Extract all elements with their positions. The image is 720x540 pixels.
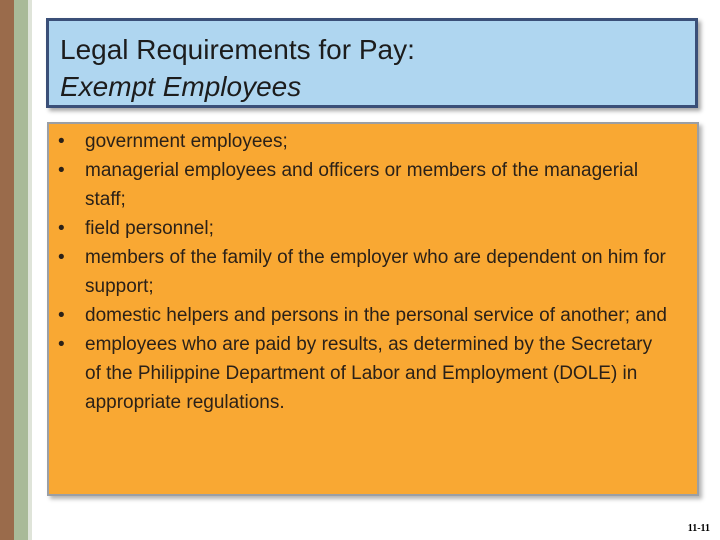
left-decor-stripe-light — [28, 0, 32, 540]
bullet-icon: • — [58, 247, 65, 268]
left-decor-stripe-green — [14, 0, 28, 540]
bullet-text: members of the family of the employer who are dependent on him for support; — [85, 247, 666, 297]
list-item — [49, 156, 697, 214]
bullet-icon: • — [58, 334, 65, 355]
list-item — [49, 127, 697, 156]
slide-subtitle: Exempt Employees — [60, 71, 302, 102]
bullet-icon: • — [58, 305, 65, 326]
bullet-text: domestic helpers and persons in the personal service of another; and — [85, 305, 667, 326]
bullet-text: managerial employees and officers or members of the managerial staff; — [85, 160, 639, 210]
slide-title-box — [46, 18, 698, 108]
bullet-text: government employees; — [85, 131, 288, 152]
list-item — [49, 243, 697, 301]
bullet-icon: • — [58, 131, 65, 152]
slide-page-number: 11-11 — [687, 523, 710, 534]
list-item — [49, 301, 697, 330]
bullet-text: field personnel; — [85, 218, 214, 239]
list-item — [49, 330, 697, 417]
content-box — [47, 122, 699, 496]
bullet-text: employees who are paid by results, as determined by the Secretary of the Philippine Department of Labor and Employment (DOLE) in appropriate regulations. — [85, 334, 653, 413]
slide-title: Legal Requirements for Pay: — [60, 34, 415, 65]
bullet-list — [49, 124, 697, 417]
bullet-icon: • — [58, 218, 65, 239]
bullet-icon: • — [58, 160, 65, 181]
list-item — [49, 214, 697, 243]
left-decor-stripe-brown — [0, 0, 14, 540]
